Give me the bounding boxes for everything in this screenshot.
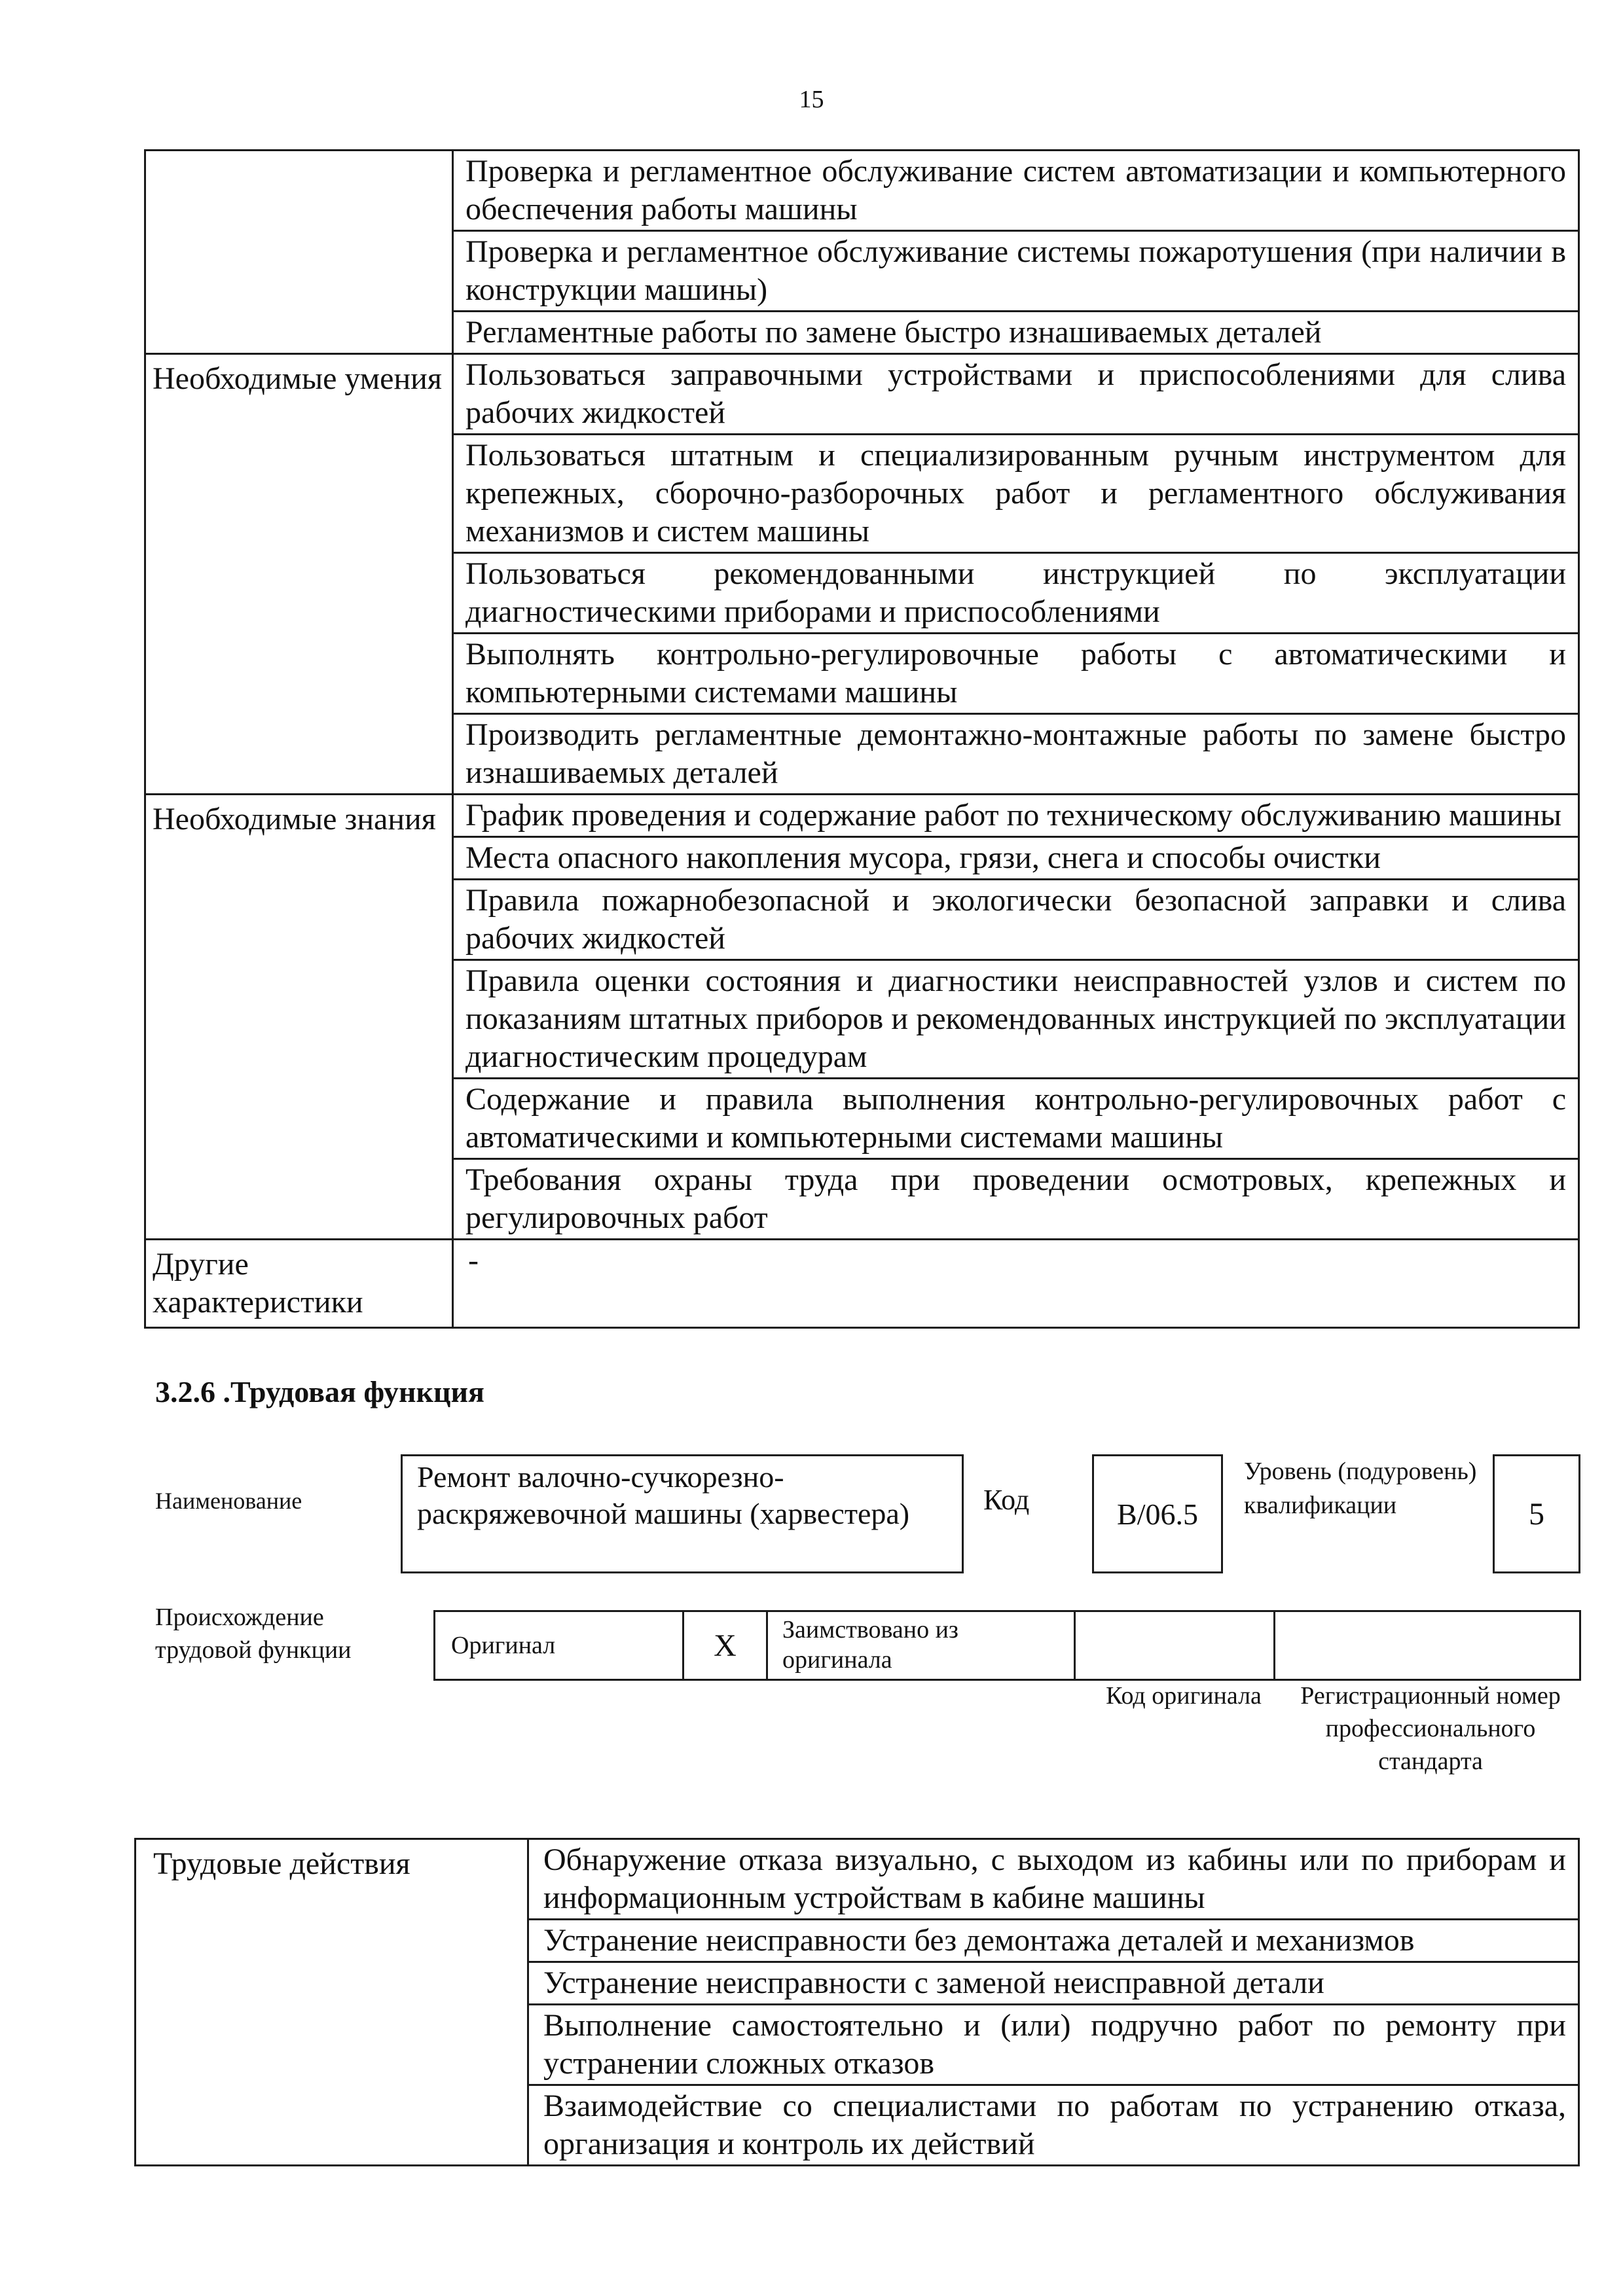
table-row bbox=[435, 1611, 1580, 1680]
table-row bbox=[145, 795, 1579, 837]
table-cell: Требования охраны труда при проведении осмотровых, крепежных и регулировочных работ bbox=[453, 1159, 1579, 1240]
table-cell: Выполнять контрольно-регулировочные работы с автоматическими и компьютерными системами машины bbox=[453, 634, 1579, 714]
row-label-other: Другие характеристики bbox=[145, 1240, 453, 1328]
name-label: Наименование bbox=[155, 1488, 302, 1514]
code-box: B/06.5 bbox=[1092, 1454, 1223, 1573]
code-label: Код bbox=[983, 1484, 1030, 1516]
reg-number-cell bbox=[1275, 1611, 1580, 1680]
table-cell: Правила оценки состояния и диагностики неисправностей узлов и систем по показаниям штатных приборов и рекомендованных инструкцией по эксплуатации диагностическим процедурам bbox=[453, 960, 1579, 1079]
table-row bbox=[145, 151, 1579, 231]
level-label: Уровень (подуровень) квалификации bbox=[1244, 1458, 1477, 1519]
table-cell: Производить регламентные демонтажно-монтажные работы по замене быстро изнашиваемых деталей bbox=[453, 714, 1579, 795]
table-cell: Устранение неисправности без демонтажа деталей и механизмов bbox=[528, 1920, 1579, 1962]
table-cell: График проведения и содержание работ по техническому обслуживанию машины bbox=[453, 795, 1579, 837]
row-label-actions: Трудовые действия bbox=[136, 1839, 528, 2166]
labor-actions-table bbox=[134, 1838, 1580, 2166]
table-row bbox=[145, 354, 1579, 435]
table-row bbox=[136, 1839, 1579, 1920]
table-cell: Обнаружение отказа визуально, с выходом из кабины или по приборам и информационным устройствам в кабине машины bbox=[528, 1839, 1579, 1920]
table-cell: Правила пожарнобезопасной и экологически безопасной заправки и слива рабочих жидкостей bbox=[453, 880, 1579, 960]
row-label-knowledge: Необходимые знания bbox=[145, 795, 453, 1240]
original-code-cell bbox=[1075, 1611, 1275, 1680]
borrowed-cell: Заимствовано из оригинала bbox=[767, 1611, 1075, 1680]
original-code-caption: Код оригинала bbox=[1106, 1682, 1262, 1710]
page-number: 15 bbox=[799, 86, 824, 113]
original-mark: X bbox=[684, 1611, 767, 1680]
origin-table bbox=[433, 1610, 1581, 1681]
requirements-table bbox=[144, 149, 1580, 1329]
original-cell: Оригинал bbox=[435, 1611, 684, 1680]
table-row bbox=[145, 1240, 1579, 1328]
origin-label: Происхождение трудовой функции bbox=[155, 1604, 352, 1664]
table-cell: Содержание и правила выполнения контрольно-регулировочных работ с автоматическими и компьютерными системами машины bbox=[453, 1079, 1579, 1159]
other-value: - bbox=[453, 1240, 1579, 1328]
row-label bbox=[145, 151, 453, 354]
table-cell: Места опасного накопления мусора, грязи, снега и способы очистки bbox=[453, 837, 1579, 880]
reg-number-caption: Регистрационный номер профессионального стандарта bbox=[1300, 1682, 1561, 1775]
table-cell: Проверка и регламентное обслуживание систем автоматизации и компьютерного обеспечения работы машины bbox=[453, 151, 1579, 231]
table-cell: Выполнение самостоятельно и (или) подручно работ по ремонту при устранении сложных отказов bbox=[528, 2005, 1579, 2085]
table-cell: Пользоваться заправочными устройствами и приспособлениями для слива рабочих жидкостей bbox=[453, 354, 1579, 435]
table-cell: Проверка и регламентное обслуживание системы пожаротушения (при наличии в конструкции машины) bbox=[453, 231, 1579, 312]
table-cell: Регламентные работы по замене быстро изнашиваемых деталей bbox=[453, 312, 1579, 354]
function-name-box: Ремонт валочно-сучкорезно-раскряжевочной машины (харвестера) bbox=[401, 1454, 964, 1573]
table-cell: Взаимодействие со специалистами по работам по устранению отказа, организация и контроль их действий bbox=[528, 2085, 1579, 2166]
table-cell: Пользоваться рекомендованными инструкцией по эксплуатации диагностическими приборами и приспособлениями bbox=[453, 553, 1579, 634]
section-heading: 3.2.6 .Трудовая функция bbox=[155, 1375, 484, 1408]
table-cell: Пользоваться штатным и специализированным ручным инструментом для крепежных, сборочно-разборочных работ и регламентного обслуживания механизмов и систем машины bbox=[453, 435, 1579, 553]
table-cell: Устранение неисправности с заменой неисправной детали bbox=[528, 1962, 1579, 2005]
row-label-skills: Необходимые умения bbox=[145, 354, 453, 795]
level-box: 5 bbox=[1493, 1454, 1580, 1573]
